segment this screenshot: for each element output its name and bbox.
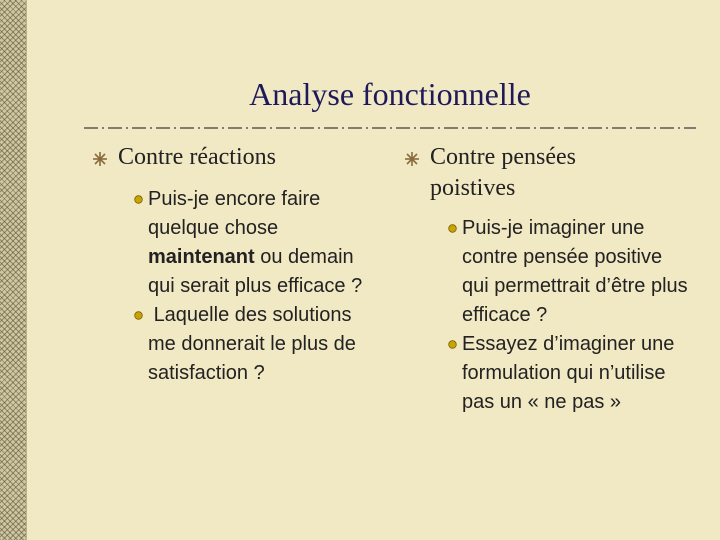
gold-ball-icon xyxy=(448,224,457,233)
list-item xyxy=(134,301,368,388)
list-item xyxy=(134,185,368,301)
left-column xyxy=(92,142,382,388)
list-item xyxy=(448,330,690,417)
gold-ball-icon xyxy=(134,311,143,320)
item-text: Puis-je imaginer une contre pensée positive qui permettrait d’être plus efficace ? xyxy=(462,217,688,326)
item-text: Puis-je encore faire quelque chose xyxy=(148,188,321,239)
textured-binding-strip xyxy=(0,0,27,540)
item-bold-text: maintenant xyxy=(148,246,255,268)
main-bullet-item xyxy=(92,142,382,173)
main-heading: Contre réactions xyxy=(118,144,276,170)
star-burst-icon xyxy=(92,151,108,167)
slide-title: Analyse fonctionnelle xyxy=(249,76,531,112)
sub-list xyxy=(134,185,382,388)
item-text-end: ou demain qui serait plus efficace ? xyxy=(148,246,363,297)
divider-line xyxy=(84,124,696,132)
gold-ball-icon xyxy=(448,340,457,349)
list-item xyxy=(448,214,690,330)
star-burst-icon xyxy=(404,151,420,167)
sub-list xyxy=(448,214,704,417)
right-column xyxy=(404,142,704,417)
item-text: Laquelle des solutions me donnerait le plus de satisfaction ? xyxy=(148,304,362,384)
gold-ball-icon xyxy=(134,195,143,204)
main-bullet-item xyxy=(404,142,650,204)
item-text: Essayez d’imaginer une formulation qui n’utilise pas un « ne pas » xyxy=(462,333,675,413)
main-heading: Contre pensées poistives xyxy=(430,144,576,201)
